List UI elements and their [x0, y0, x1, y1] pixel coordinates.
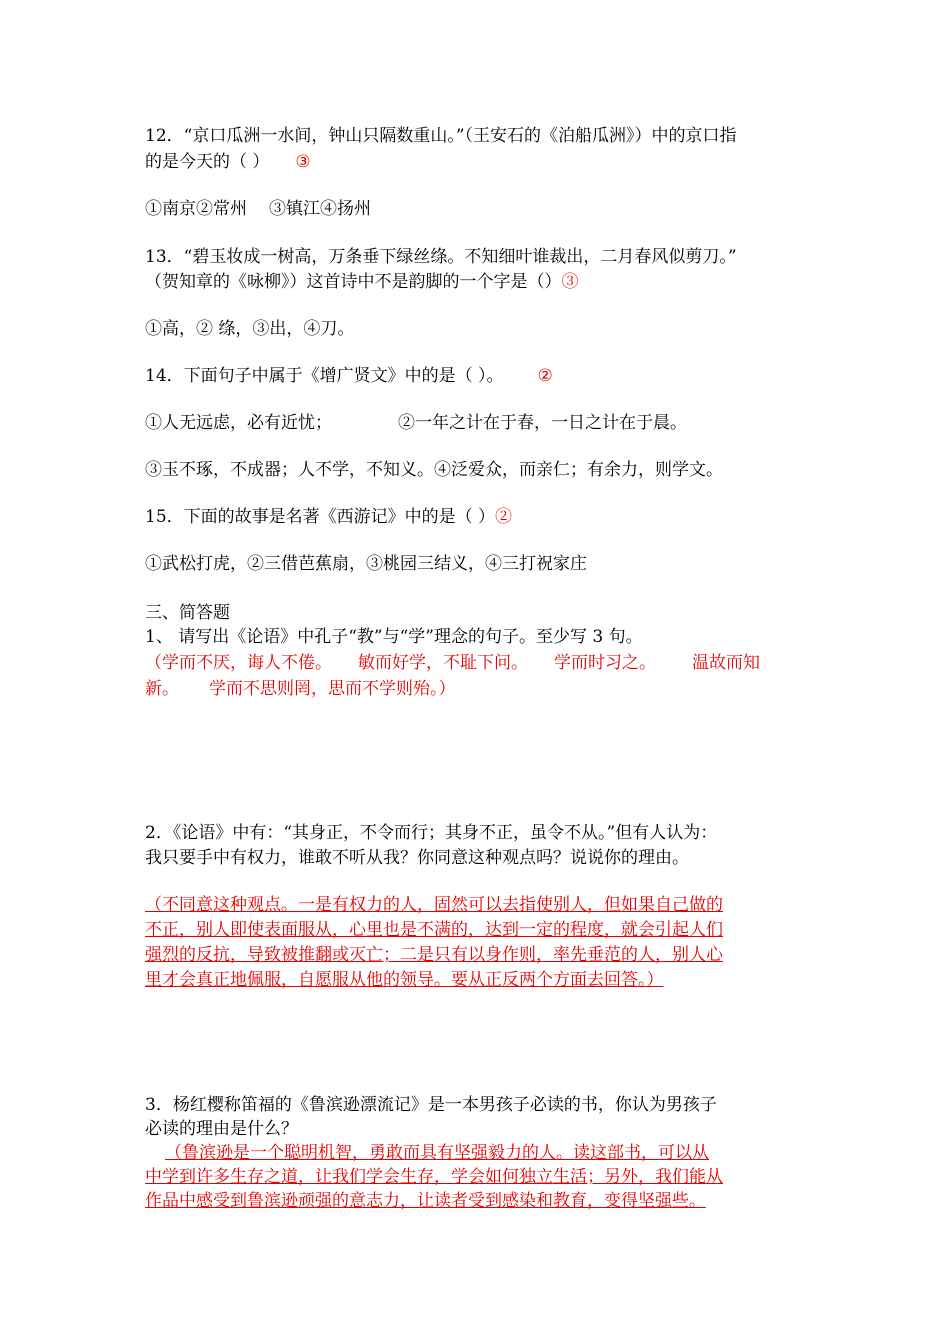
s1-answer-c: 学而时习之。: [554, 653, 656, 673]
q12-options: [145, 196, 815, 222]
s1-answer-line1: [145, 650, 815, 676]
s3-answer-line1: （鲁滨逊是一个聪明机智，勇敢而具有坚强毅力的人。读这部书，可以从: [165, 1143, 709, 1163]
q14-answer: ②: [537, 366, 553, 386]
s2-line2: 我只要手中有权力，谁敢不听从我？你同意这种观点吗？说说你的理由。: [145, 848, 689, 868]
q13-options: ①高，② 绦，③出，④刀。: [145, 319, 355, 339]
s2-answer-line2: 不正，别人即使表面服从，心里也是不满的，达到一定的程度，就会引起人们: [145, 920, 723, 940]
q12-option-a: ①南京②常州: [145, 199, 247, 219]
q15-line1: [145, 504, 815, 530]
q13-line2: [145, 269, 815, 295]
s2-answer-line1: （不同意这种观点。一是有权力的人，固然可以去指使别人，但如果自己做的: [145, 895, 723, 915]
s3-line2: 必读的理由是什么？: [145, 1119, 298, 1139]
q14-stem: 14．下面句子中属于《增广贤文》中的是（ ）。: [145, 366, 504, 386]
s1-answer-d: 温故而知: [692, 653, 760, 673]
s2-answer-line3: 强烈的反抗，导致被推翻或灭亡；二是只有以身作则，率先垂范的人，别人心: [145, 945, 723, 965]
s1-answer-f: 学而不思则罔，思而不学则殆。）: [209, 679, 456, 699]
q14-option-a: ①人无远虑，必有近忧；: [145, 413, 332, 433]
s3-line1: 3．杨红樱称笛福的《鲁滨逊漂流记》是一本男孩子必读的书，你认为男孩子: [145, 1095, 717, 1115]
s1-answer-b: 敏而好学，不耻下问。: [358, 653, 528, 673]
q15-options: ①武松打虎，②三借芭蕉扇，③桃园三结义，④三打祝家庄: [145, 554, 587, 574]
q14-option-b: ②一年之计在于春，一日之计在于晨。: [398, 413, 687, 433]
q13-answer: ③: [561, 272, 579, 292]
s1-answer-line2: [145, 676, 815, 702]
s1-answer-e: 新。: [145, 679, 179, 699]
q12-stem: 的是今天的（ ）: [145, 152, 270, 172]
section-heading: 三、简答题: [145, 603, 230, 623]
s1-answer-a: （学而不厌，诲人不倦。: [145, 653, 332, 673]
q12-answer: ③: [295, 152, 311, 172]
q13-line1: 13．“碧玉妆成一树高，万条垂下绿丝绦。不知细叶谁裁出，二月春风似剪刀。”: [145, 247, 737, 267]
q15-stem: 15．下面的故事是名著《西游记》中的是（ ）: [145, 507, 496, 527]
q15-answer: ②: [495, 507, 513, 527]
q14-options-row1: [145, 410, 815, 436]
s3-answer-line3: 作品中感受到鲁滨逊顽强的意志力，让读者受到感染和教育，变得坚强些。: [145, 1191, 706, 1211]
s1-question: 1、 请写出《论语》中孔子“教”与“学”理念的句子。至少写 3 句。: [145, 627, 643, 647]
s2-answer-line4: 里才会真正地佩服，自愿服从他的领导。要从正反两个方面去回答。）: [145, 970, 664, 990]
s2-line1: 2．《论语》中有：“其身正，不令而行；其身不正，虽令不从。”但有人认为：: [145, 823, 718, 843]
q14-options-row2: ③玉不琢，不成器；人不学，不知义。④泛爱众，而亲仁；有余力，则学文。: [145, 460, 723, 480]
q12-line2: [145, 149, 815, 175]
s3-answer-line2: 中学到许多生存之道，让我们学会生存，学会如何独立生活；另外，我们能从: [145, 1167, 723, 1187]
q12-option-b: ③镇江④扬州: [269, 199, 371, 219]
q12-line1: 12．“京口瓜洲一水间，钟山只隔数重山。”（王安石的《泊船瓜洲》）中的京口指: [145, 126, 737, 146]
q14-line1: [145, 363, 815, 389]
q13-stem: （贺知章的《咏柳》）这首诗中不是韵脚的一个字是（）: [145, 272, 562, 292]
